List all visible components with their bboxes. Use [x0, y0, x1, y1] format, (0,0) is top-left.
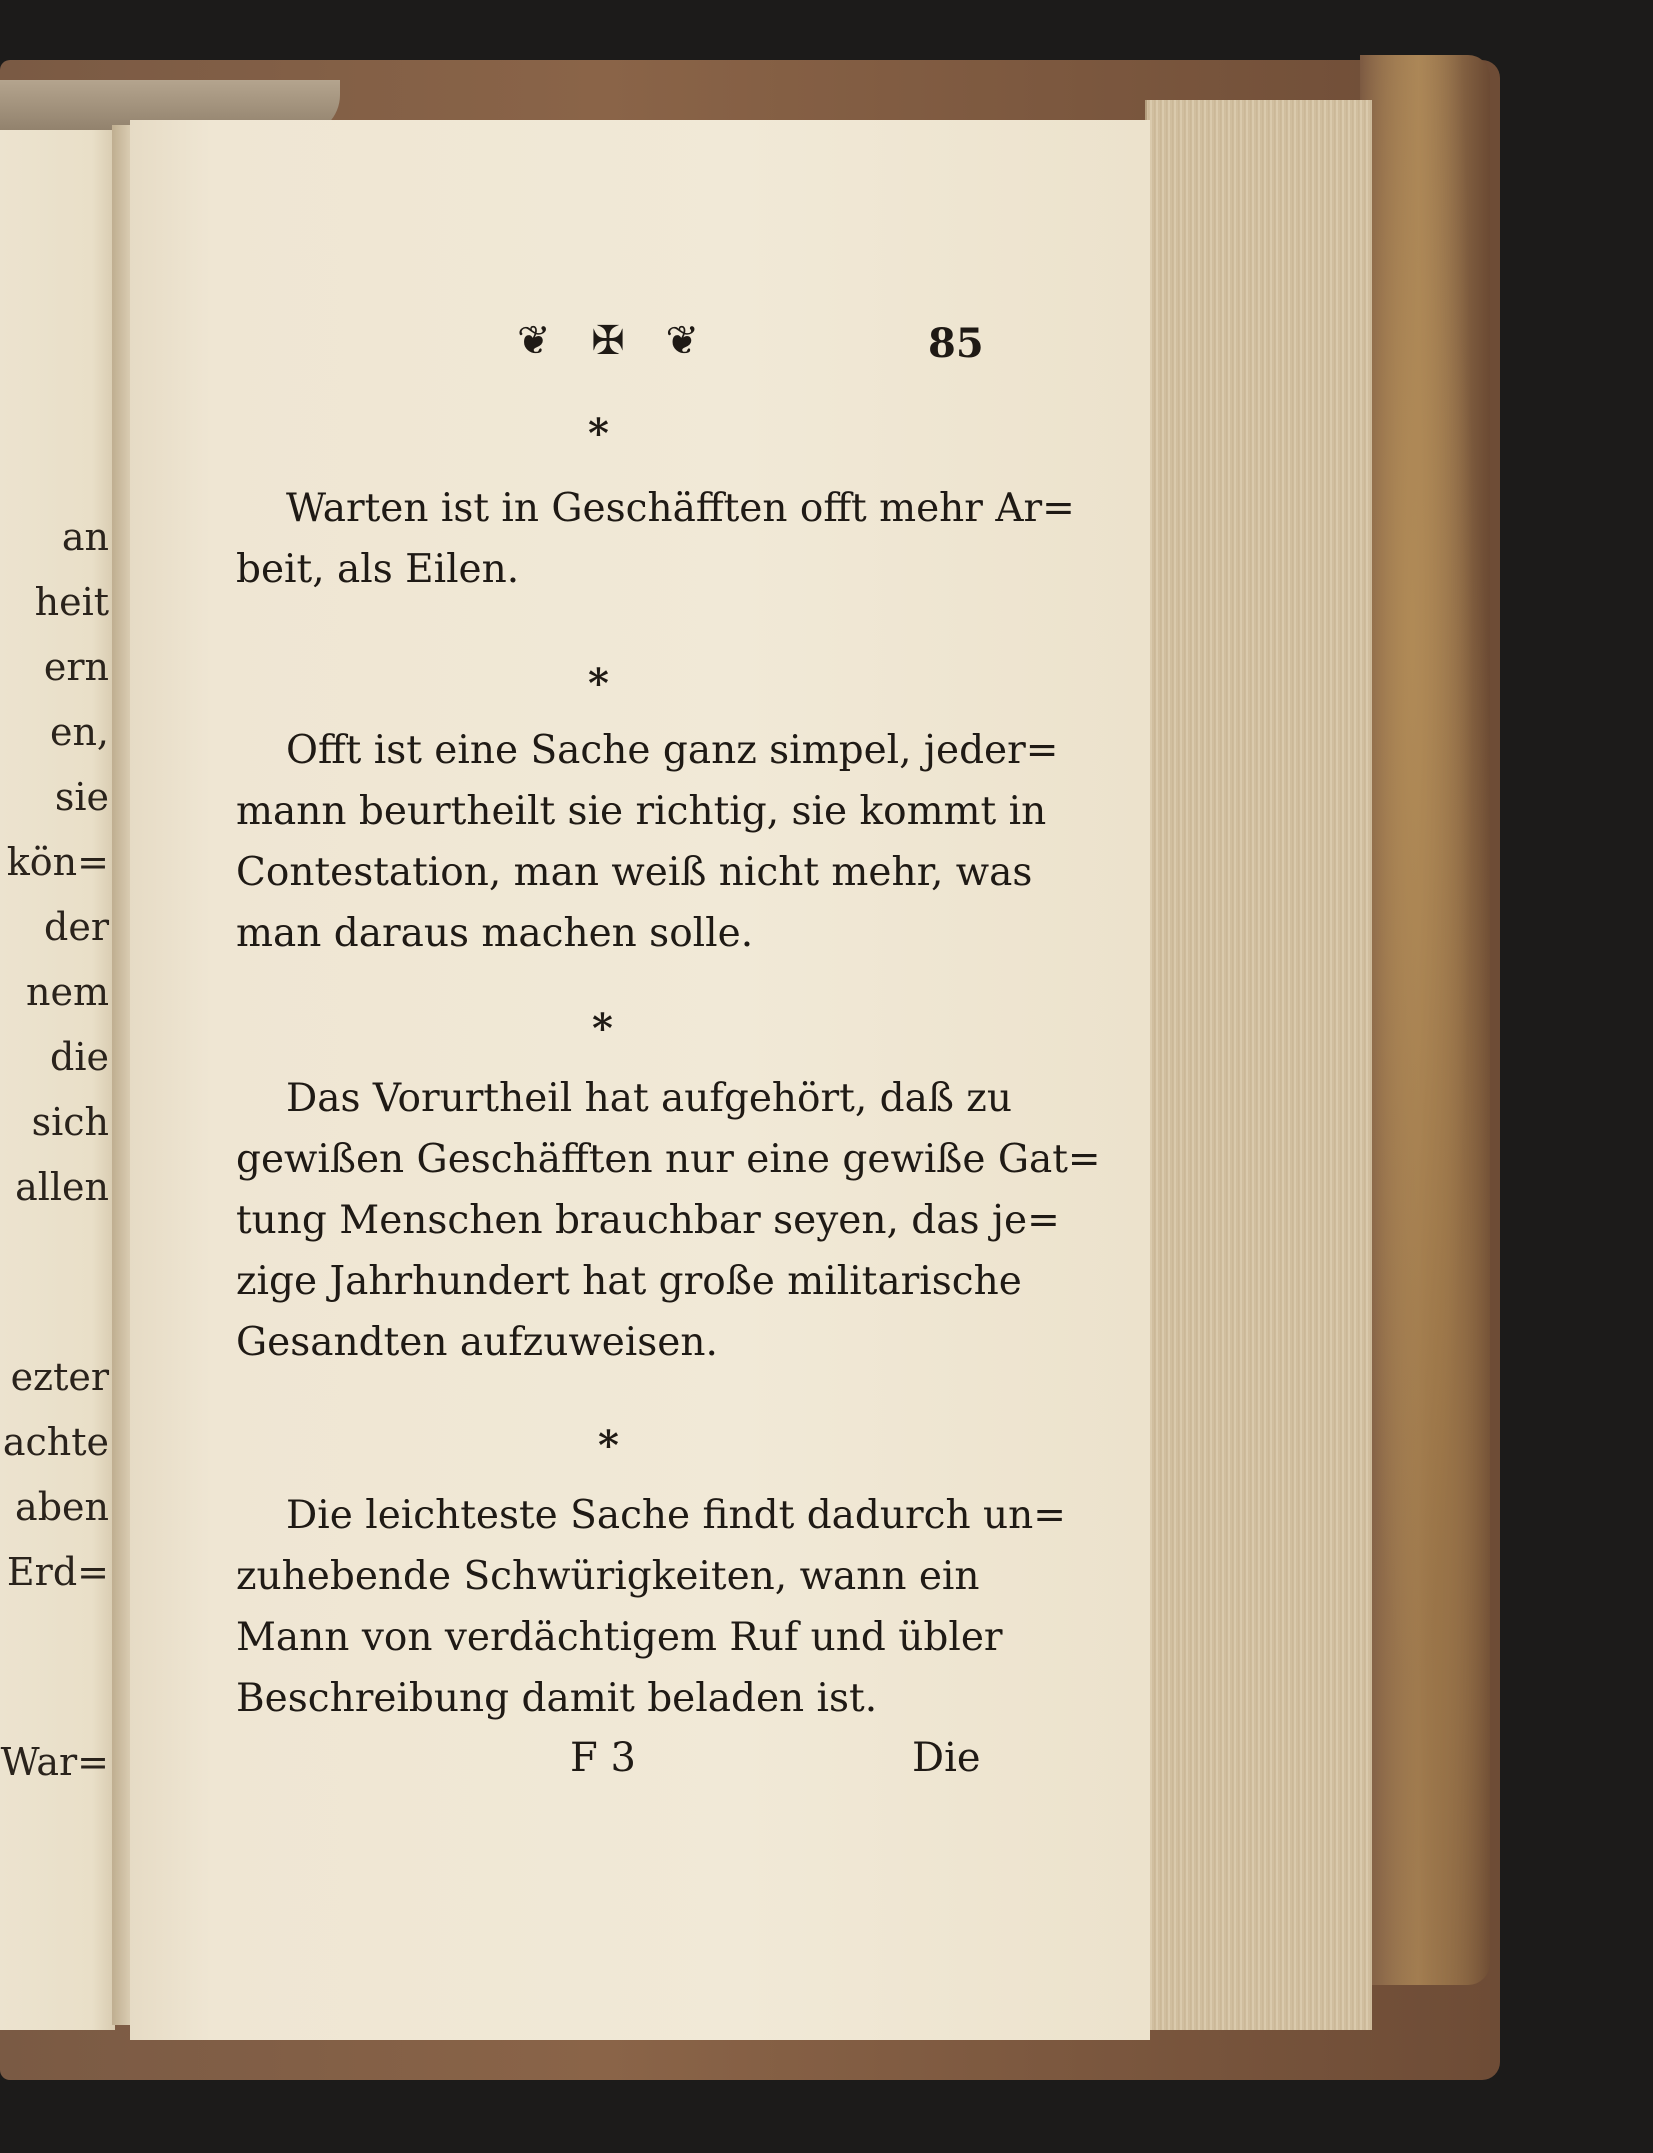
signature-mark: F 3	[570, 1735, 636, 1781]
text-line: Das Vorurtheil hat aufgehört, daß zu	[286, 1076, 1012, 1121]
text-line: Contestation, man weiß nicht mehr, was	[236, 850, 1033, 895]
book-cover-edge	[1360, 55, 1490, 1985]
left-page-word: ern	[43, 645, 109, 689]
text-line: Beschreibung damit beladen ist.	[236, 1676, 878, 1721]
section-asterisk: *	[592, 1005, 613, 1052]
text-line: beit, als Eilen.	[236, 547, 520, 592]
left-page-word: sich	[31, 1100, 109, 1144]
text-line: tung Menschen brauchbar seyen, das je=	[236, 1198, 1060, 1243]
left-page-word: sie	[54, 775, 109, 819]
paragraph	[236, 720, 1059, 964]
text-line: Die leichteste Sache findt dadurch un=	[286, 1493, 1066, 1538]
left-page-word: kön=	[6, 840, 109, 884]
text-line: zige Jahrhundert hat große militarische	[236, 1259, 1022, 1304]
left-page-word: nem	[26, 970, 109, 1014]
text-line: Mann von verdächtigem Ruf und übler	[236, 1615, 1003, 1660]
text-line: Gesandten aufzuweisen.	[236, 1320, 718, 1365]
left-page-word: War=	[0, 1740, 109, 1784]
paragraph	[236, 478, 1075, 600]
section-asterisk: *	[588, 660, 609, 707]
text-line: mann beurtheilt sie richtig, sie kommt in	[236, 789, 1047, 834]
left-page-word: heit	[34, 580, 109, 624]
left-page-word: die	[50, 1035, 109, 1079]
left-page-word: achte	[2, 1420, 109, 1464]
text-line: Offt ist eine Sache ganz simpel, jeder=	[286, 728, 1059, 773]
left-page	[0, 130, 115, 2030]
left-page-word: aben	[15, 1485, 109, 1529]
paragraph	[236, 1068, 1101, 1373]
section-asterisk: *	[588, 410, 609, 457]
left-page-word: Erd=	[6, 1550, 109, 1594]
running-head-ornament: ❦ ✠ ❦	[517, 318, 713, 364]
page-block-edges	[1145, 100, 1372, 2030]
left-page-word: der	[44, 905, 109, 949]
section-asterisk: *	[598, 1422, 619, 1469]
left-page-word: en,	[49, 710, 109, 754]
left-page-word: ezter	[10, 1355, 109, 1399]
text-line: Warten ist in Geschäfften offt mehr Ar=	[286, 486, 1075, 531]
left-page-word: an	[61, 515, 109, 559]
text-line: zuhebende Schwürigkeiten, wann ein	[236, 1554, 980, 1599]
text-line: man daraus machen solle.	[236, 911, 754, 956]
left-page-word: allen	[15, 1165, 109, 1209]
paragraph	[236, 1485, 1066, 1729]
page-number: 85	[928, 320, 984, 367]
text-line: gewißen Geschäfften nur eine gewiße Gat=	[236, 1137, 1101, 1182]
catchword: Die	[912, 1735, 981, 1781]
